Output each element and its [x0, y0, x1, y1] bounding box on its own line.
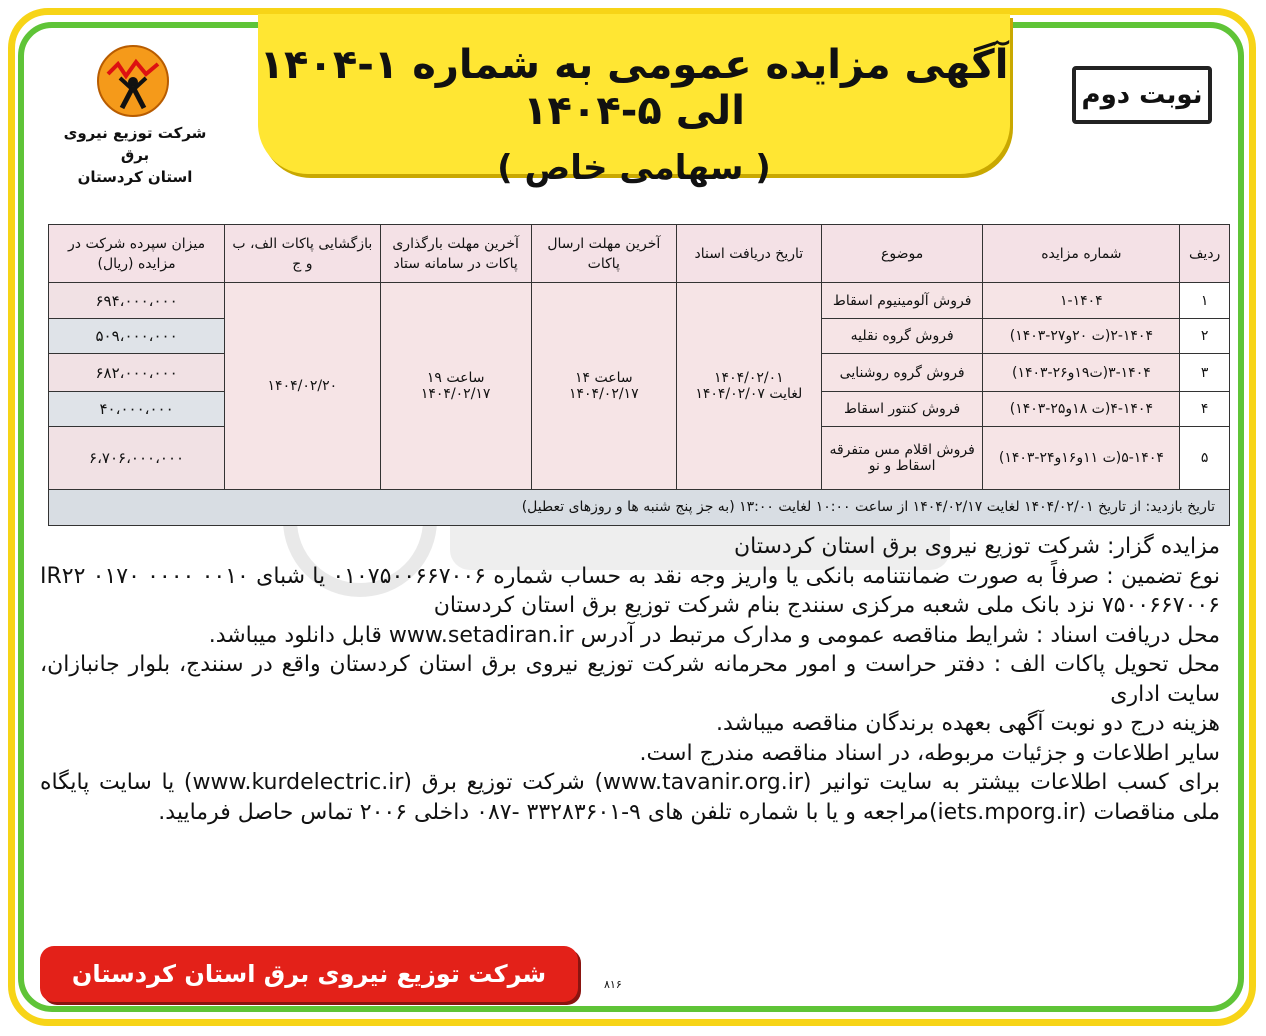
- table-row: [49, 283, 1230, 319]
- contact-paragraph: برای کسب اطلاعات بیشتر به سایت توانیر (www.tavanir.org.ir) شرکت توزیع برق (www.kurdelectric.ir) یا سایت پایگاه ملی مناقصات (iets.mporg.ir)مراجعه و یا با شماره تلفن های ۹-۳۳۲۸۳۶۰۱ -۰۸۷ داخلی ۲۰۰۶ تماس حاصل فرمایید.: [40, 770, 1220, 825]
- send-deadline: [531, 283, 676, 490]
- round-badge: نوبت دوم: [1072, 66, 1212, 124]
- deposit-amount: ۶۸۲،۰۰۰،۰۰۰: [49, 353, 225, 391]
- header-row-number: ردیف: [1180, 225, 1230, 283]
- header-send-deadline: آخرین مهلت ارسال پاکات: [531, 225, 676, 283]
- auction-number: ۲-۱۴۰۴(ت ۲۰و۲۷-۱۴۰۳): [983, 319, 1180, 353]
- header-opening: بازگشایی پاکات الف، ب و ج: [225, 225, 380, 283]
- auction-number: ۴-۱۴۰۴(ت ۱۸و۲۵-۱۴۰۳): [983, 392, 1180, 426]
- announcement-body: [40, 532, 1220, 827]
- subject: فروش گروه نقلیه: [821, 319, 983, 353]
- deposit-amount: ۵۰۹،۰۰۰،۰۰۰: [49, 319, 225, 353]
- cost-paragraph: هزینه درج دو نوبت آگهی بعهده برندگان مناقصه میباشد.: [715, 711, 1220, 736]
- visit-note-row: [49, 489, 1230, 525]
- deposit-amount: ۶،۷۰۶،۰۰۰،۰۰۰: [49, 426, 225, 489]
- auction-number: ۳-۱۴۰۴(ت۱۹و۲۶-۱۴۰۳): [983, 353, 1180, 391]
- send-deadline-date: ۱۴۰۴/۰۲/۱۷: [569, 385, 639, 402]
- company-name-line2: استان کردستان: [77, 168, 193, 186]
- header-doc-receipt: تاریخ دریافت اسناد: [676, 225, 821, 283]
- details-paragraph: سایر اطلاعات و جزئیات مربوطه، در اسناد مناقصه مندرج است.: [639, 740, 1220, 766]
- doc-receipt-start: ۱۴۰۴/۰۲/۰۱: [714, 369, 784, 386]
- auction-number: ۵-۱۴۰۴(ت ۱۱و۱۶و۲۴-۱۴۰۳): [983, 426, 1180, 489]
- visit-note: تاریخ بازدید: از تاریخ ۱۴۰۴/۰۲/۰۱ لغایت ۱۴۰۴/۰۲/۱۷ از ساعت ۱۰:۰۰ لغایت ۱۳:۰۰ (به جز پنج شنبه ها و روزهای تعطیل): [49, 489, 1230, 525]
- deposit-amount: ۶۹۴،۰۰۰،۰۰۰: [49, 283, 225, 319]
- header-deposit: میزان سپرده شرکت در مزایده (ریال): [49, 225, 225, 283]
- doc-receipt-date: [676, 283, 821, 490]
- row-number: ۱: [1180, 283, 1230, 319]
- auction-number: ۱-۱۴۰۴: [983, 283, 1180, 319]
- row-number: ۳: [1180, 353, 1230, 391]
- auction-table: [48, 224, 1230, 526]
- documents-paragraph: محل دریافت اسناد : شرایط مناقصه عمومی و مدارک مرتبط در آدرس www.setadiran.ir قابل دانلود میباشد.: [208, 622, 1220, 648]
- row-number: ۲: [1180, 319, 1230, 353]
- doc-receipt-end: لغایت ۱۴۰۴/۰۲/۰۷: [695, 385, 803, 402]
- upload-deadline-time: ساعت ۱۹: [426, 369, 485, 386]
- subject: فروش اقلام مس متفرقه اسقاط و نو: [821, 426, 983, 489]
- upload-deadline-date: ۱۴۰۴/۰۲/۱۷: [420, 385, 491, 402]
- company-name: [50, 122, 220, 188]
- subject: فروش گروه روشنایی: [821, 353, 983, 391]
- company-name-line1: شرکت توزیع نیروی برق: [63, 124, 207, 164]
- subject: فروش آلومینیوم اسقاط: [821, 283, 983, 319]
- ad-code: ۸۱۶: [604, 978, 622, 991]
- title-banner: [258, 14, 1010, 188]
- company-logo-icon: [96, 44, 170, 118]
- opening-date: ۱۴۰۴/۰۲/۲۰: [225, 283, 380, 490]
- delivery-paragraph: محل تحویل پاکات الف : دفتر حراست و امور محرمانه شرکت توزیع نیروی برق استان کردستان واقع در سنندج، بلوار جانبازان، سایت اداری: [40, 652, 1220, 707]
- page-subtitle: ( سهامی خاص ): [497, 148, 771, 188]
- header-auction-number: شماره مزایده: [983, 225, 1180, 283]
- page-title: آگهی مزایده عمومی به شماره ۱-۱۴۰۴ الی ۵-۱۴۰۴: [259, 42, 1009, 134]
- send-deadline-time: ساعت ۱۴: [575, 369, 633, 386]
- row-number: ۴: [1180, 392, 1230, 426]
- deposit-amount: ۴۰،۰۰۰،۰۰۰: [49, 392, 225, 426]
- organizer-paragraph: مزایده گزار: شرکت توزیع نیروی برق استان کردستان: [734, 534, 1220, 559]
- subject: فروش کنتور اسقاط: [821, 392, 983, 426]
- row-number: ۵: [1180, 426, 1230, 489]
- header-subject: موضوع: [821, 225, 983, 283]
- footer-company-banner: شرکت توزیع نیروی برق استان کردستان: [40, 946, 578, 1002]
- header-upload-deadline: آخرین مهلت بارگذاری پاکات در سامانه ستاد: [380, 225, 531, 283]
- upload-deadline: [380, 283, 531, 490]
- table-header-row: [49, 225, 1230, 283]
- guarantee-paragraph: نوع تضمین : صرفاً به صورت ضمانتنامه بانکی یا واریز وجه نقد به حساب شماره ۰۱۰۷۵۰۰۶۶۷۰۰۶ یا شبای IR۲۲ ۰۱۷۰ ۰۰۰۰ ۰۰۱۰ ۷۵۰۰۶۶۷۰۰۶ نزد بانک ملی شعبه مرکزی سنندج بنام شرکت توزیع برق استان کردستان: [40, 563, 1220, 618]
